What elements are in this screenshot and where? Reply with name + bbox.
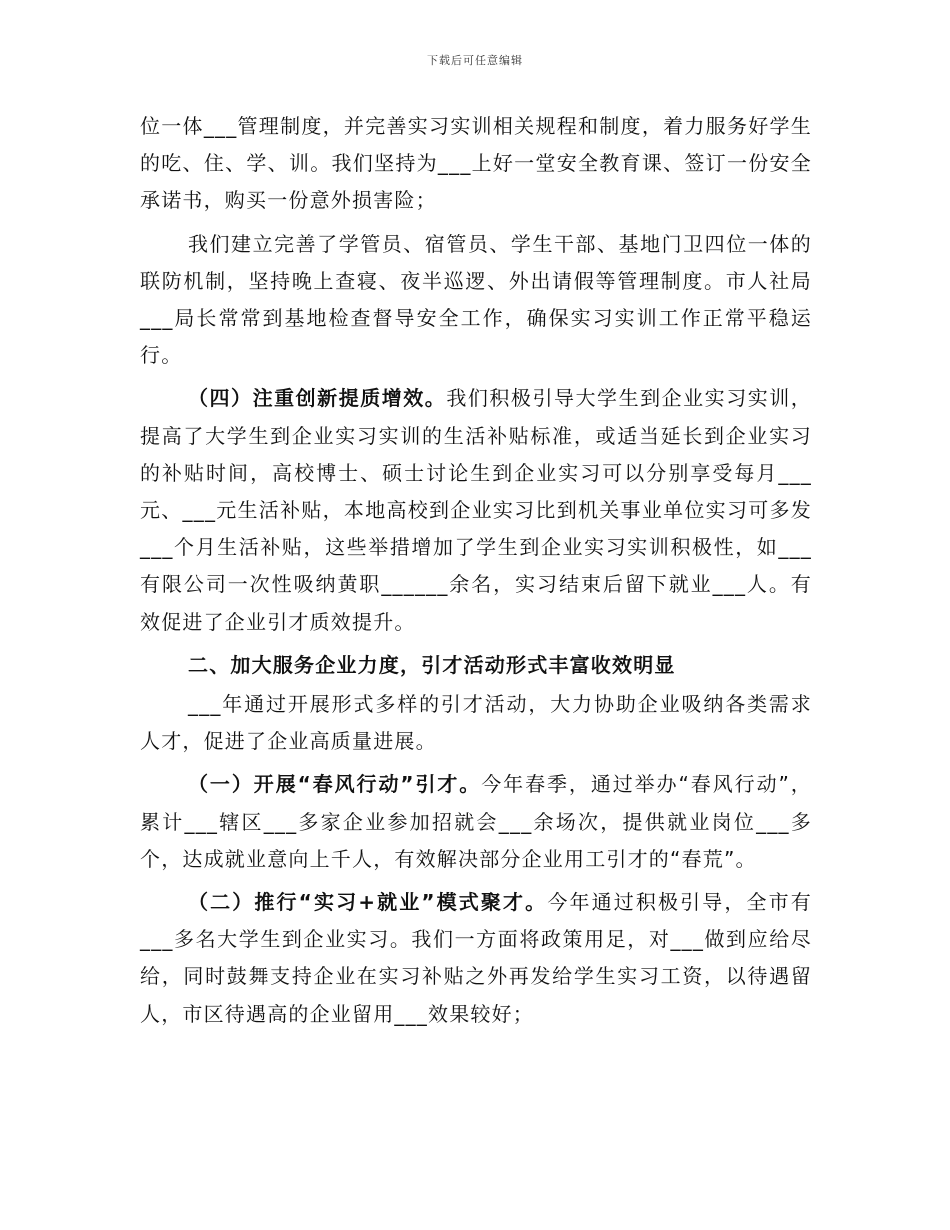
paragraph-heading: （一）开展“春风行动”引才。 — [188, 772, 482, 797]
paragraph — [140, 108, 812, 220]
paragraph-heading: （四）注重创新提质增效。 — [188, 386, 447, 411]
paragraph-text: 位一体___管理制度，并完善实习实训相关规程和制度，着力服务好学生的吃、住、学、训。我们坚持为___上好一堂安全教育课、签订一份安全承诺书，购买一份意外损害险； — [140, 114, 812, 213]
paragraph — [140, 884, 812, 1033]
paragraph-text: 我们积极引导大学生到企业实习实训，提高了大学生到企业实习实训的生活补贴标准，或适当延长到企业实习的补贴时间，高校博士、硕士讨论生到企业实习可以分别享受每月___元、___元生活补贴，本地高校到企业实习比到机关事业单位实习可多发___个月生活补贴，这些举措增加了学生到企业实习实训积极性，如___有限公司一次性吸纳黄职______余名，实习结束后留下就业___人。有效促进了企业引才质效提升。 — [140, 386, 812, 634]
paragraph-text: 今年通过积极引导，全市有___多名大学生到企业实习。我们一方面将政策用足，对___做到应给尽给，同时鼓舞支持企业在实习补贴之外再发给学生实习工资，以待遇留人，市区待遇高的企业留用___效果较好； — [140, 890, 812, 1026]
paragraph-text: 今年春季，通过举办“春风行动”，累计___辖区___多家企业参加招就会___余场次，提供就业岗位___多个，达成就业意向上千人，有效解决部分企业用工引才的“春荒”。 — [140, 772, 812, 871]
section-heading — [140, 647, 812, 684]
paragraph — [140, 226, 812, 375]
paragraph-heading: （二）推行“实习+就业”模式聚才。 — [188, 890, 548, 915]
paragraph — [140, 380, 812, 640]
page-header: 下载后可任意编辑 — [427, 54, 523, 67]
paragraph — [140, 686, 812, 760]
document-body — [140, 108, 812, 1039]
section-heading-text: 二、加大服务企业力度，引才活动形式丰富收效明显 — [188, 652, 676, 677]
paragraph-text: ___年通过开展形式多样的引才活动，大力协助企业吸纳各类需求人才，促进了企业高质量进展。 — [140, 692, 812, 754]
paragraph — [140, 766, 812, 878]
paragraph-text: 我们建立完善了学管员、宿管员、学生干部、基地门卫四位一体的联防机制，坚持晚上查寝、夜半巡逻、外出请假等管理制度。市人社局___局长常常到基地检查督导安全工作，确保实习实训工作正常平稳运行。 — [140, 231, 812, 368]
